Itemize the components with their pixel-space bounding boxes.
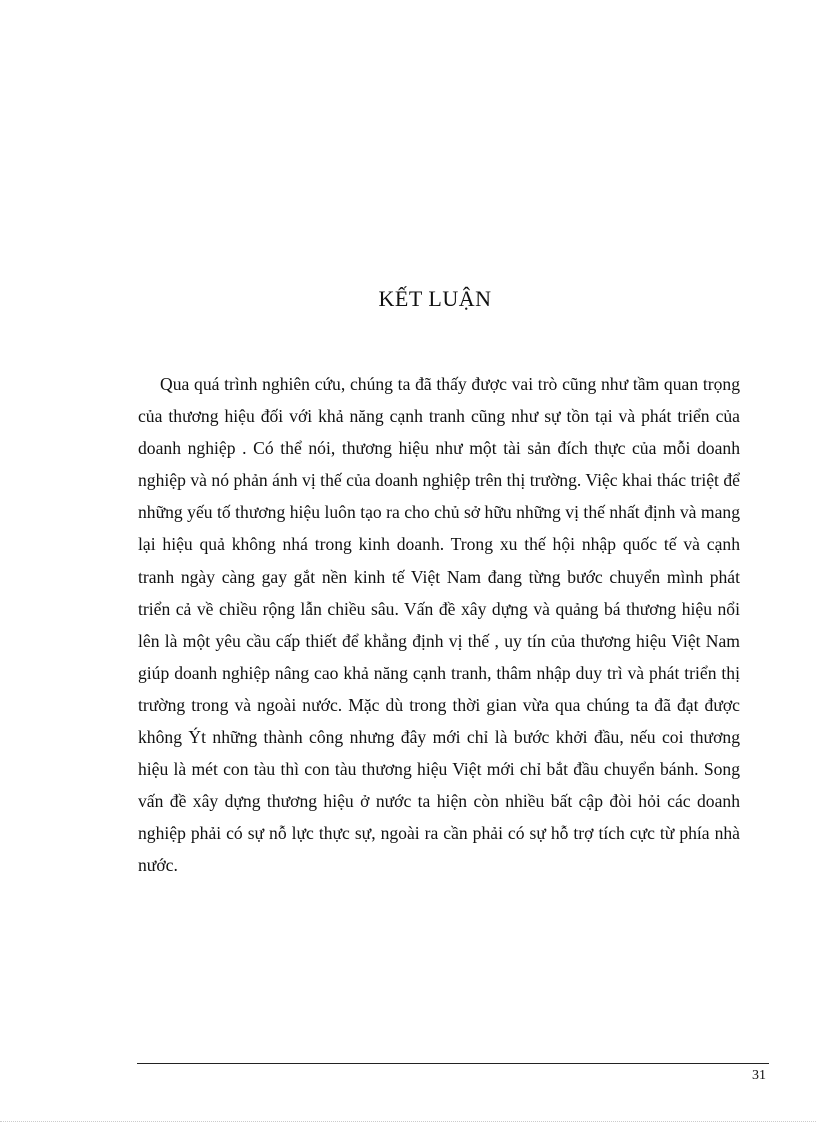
page-number: 31 <box>752 1068 766 1083</box>
footer-divider <box>137 1063 769 1064</box>
page-title: KẾT LUẬN <box>378 286 492 311</box>
page-bottom-edge <box>0 1121 816 1122</box>
conclusion-paragraph: Qua quá trình nghiên cứu, chúng ta đã thấy được vai trò cũng như tầm quan trọng của thương hiệu đối với khả năng cạnh tranh cũng như sự tồn tại và phát triển của doanh nghiệp . Có thể nói, thương hiệu như một tài sản đích thực của mỗi doanh nghiệp và nó phản ánh vị thế của doanh nghiệp trên thị trường. Việc khai thác triệt để những yếu tố thương hiệu luôn tạo ra cho chủ sở hữu những vị thế nhất định và mang lại hiệu quả không nhá trong kinh doanh. Trong xu thế hội nhập quốc tế và cạnh tranh ngày càng gay gắt nền kinh tế Việt Nam đang từng bước chuyển mình phát triển cả về chiều rộng lẫn chiều sâu. Vấn đề xây dựng và quảng bá thương hiệu nổi lên là một yêu cầu cấp thiết để khẳng định vị thế , uy tín của thương hiệu Việt Nam giúp doanh nghiệp nâng cao khả năng cạnh tranh, thâm nhập duy trì và phát triển thị trường trong và ngoài nước. Mặc dù trong thời gian vừa qua chúng ta đã đạt được không Ýt những thành công nhưng đây mới chỉ là bước khởi đầu, nếu coi thương hiệu là mét con tàu thì con tàu thương hiệu Việt mới chỉ bắt đầu chuyển bánh. Song vấn đề xây dựng thương hiệu ở nước ta hiện còn nhiều bất cập đòi hỏi các doanh nghiệp phải có sự nỗ lực thực sự, ngoài ra cần phải có sự hỗ trợ tích cực từ phía nhà nước. <box>138 374 740 876</box>
